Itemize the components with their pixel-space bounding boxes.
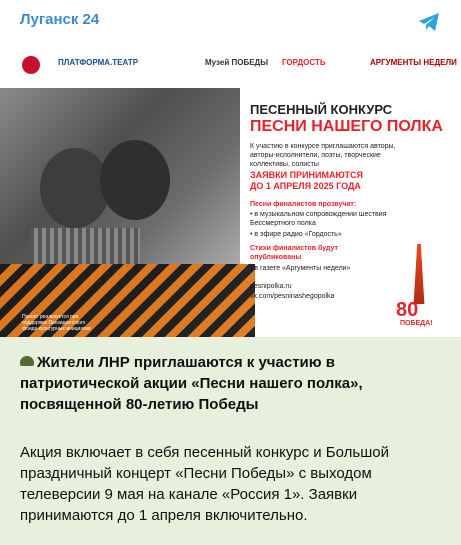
poster-deadline-2: ДО 1 АПРЕЛЯ 2025 ГОДА — [250, 181, 361, 191]
soldier-figure — [100, 140, 170, 220]
poster-finalists-item1: • в музыкальном сопровождении шествия Бессмертного полка — [250, 211, 387, 227]
poster-deadline-1: ЗАЯВКИ ПРИНИМАЮТСЯ — [250, 170, 363, 180]
channel-header — [0, 0, 461, 44]
message-body: Акция включает в себя песенный конкурс и Большой праздничный концерт «Песни Победы» с выходом телеверсии 9 мая на канале «Россия 1». Заявки принимаются до 1 апреля включительно. — [20, 444, 389, 524]
badge-pobeda: ПОБЕДА! — [400, 320, 433, 327]
poster-image[interactable] — [0, 44, 461, 337]
poster-logos — [0, 44, 461, 88]
telegram-icon[interactable] — [417, 10, 441, 34]
star-emblem-icon — [22, 56, 40, 74]
logo-argumenty: АРГУМЕНТЫ НЕДЕЛИ — [370, 58, 457, 67]
poster-invite: К участию в конкурсе приглашаются авторы, авторы-исполнители, поэты, творческие коллективы, солисты — [250, 143, 396, 168]
logo-museum: Музей ПОБЕДЫ — [205, 58, 269, 67]
logo-gordost: ГОРДОСТЬ — [282, 58, 326, 67]
poster-poems-item: • в газете «Аргументы недели» — [250, 265, 351, 272]
poster-title-line2: ПЕСНИ НАШЕГО ПОЛКА — [250, 118, 443, 135]
poster-title-line1: ПЕСЕННЫЙ КОНКУРС — [250, 102, 393, 117]
poster-finalists-head: Песни финалистов прозвучат: — [250, 201, 357, 208]
channel-name[interactable]: Луганск 24 — [20, 11, 100, 28]
message-title: Жители ЛНР приглашаются к участию в патриотической акции «Песни нашего полка», посвященной 80-летию Победы — [20, 354, 363, 413]
monument-icon — [410, 244, 428, 304]
poster-finalists-item2: • в эфире радио «Гордость» — [250, 231, 342, 238]
logo-platforma: ПЛАТФОРМА.ТЕАТР — [58, 58, 139, 67]
poster-site2: vk.com/pesninashegopolka — [250, 293, 335, 300]
fund-note: Проект реализуется при поддержке Президентского фонда культурных инициатив — [22, 314, 91, 332]
poster-site1: pesnipolka.ru — [250, 283, 292, 290]
poster-poems-head: Стихи финалистов будут опубликованы — [250, 245, 338, 261]
badge-80: 80 — [396, 299, 419, 321]
soldier-figure — [40, 148, 110, 228]
helmet-icon — [20, 356, 34, 366]
